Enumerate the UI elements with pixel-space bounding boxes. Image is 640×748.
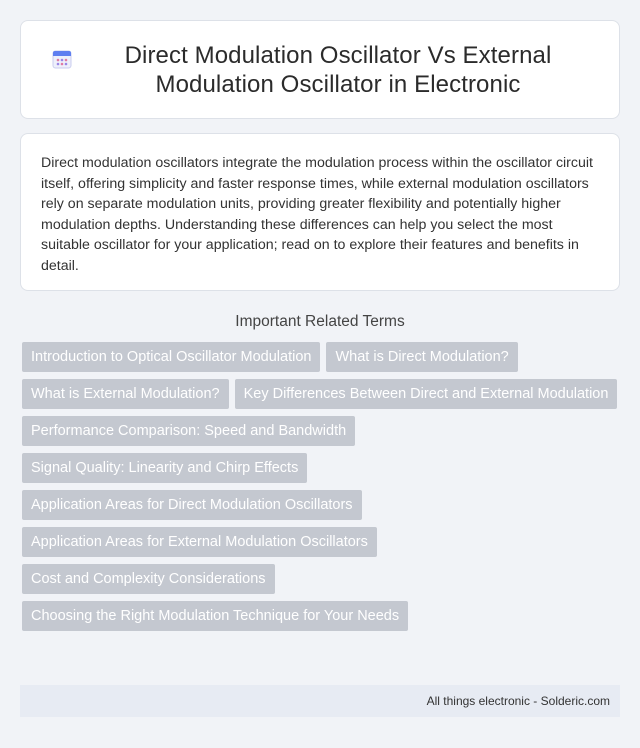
- title-row: [51, 41, 589, 99]
- term-link[interactable]: Key Differences Between Direct and External Modulation: [235, 379, 618, 409]
- term-link[interactable]: Signal Quality: Linearity and Chirp Effects: [22, 453, 307, 483]
- related-terms-list: [22, 342, 622, 631]
- term-link[interactable]: What is External Modulation?: [22, 379, 229, 409]
- term-link[interactable]: Application Areas for External Modulation Oscillators: [22, 527, 377, 557]
- calendar-icon: [51, 48, 73, 70]
- page-title: Direct Modulation Oscillator Vs External Modulation Oscillator in Electronic: [124, 41, 552, 98]
- term-link[interactable]: What is Direct Modulation?: [326, 342, 517, 372]
- title-card: [20, 20, 620, 119]
- term-link[interactable]: Application Areas for Direct Modulation Oscillators: [22, 490, 362, 520]
- footer: [20, 685, 620, 717]
- footer-text: All things electronic - Solderic.com: [426, 694, 610, 708]
- term-link[interactable]: Cost and Complexity Considerations: [22, 564, 275, 594]
- term-link[interactable]: Performance Comparison: Speed and Bandwidth: [22, 416, 355, 446]
- intro-text: Direct modulation oscillators integrate the modulation process within the oscillator circuit itself, offering simplicity and faster response times, while external modulation oscillators rely on separate modulation units, providing greater flexibility and potentially higher modulation depths. Understanding these differences can help you select the most suitable oscillator for your application; read on to explore their features and benefits in detail.: [41, 155, 593, 274]
- term-link[interactable]: Choosing the Right Modulation Technique for Your Needs: [22, 601, 408, 631]
- term-link[interactable]: Introduction to Optical Oscillator Modulation: [22, 342, 320, 372]
- related-terms-heading: Important Related Terms: [235, 313, 405, 330]
- intro-card: [20, 133, 620, 291]
